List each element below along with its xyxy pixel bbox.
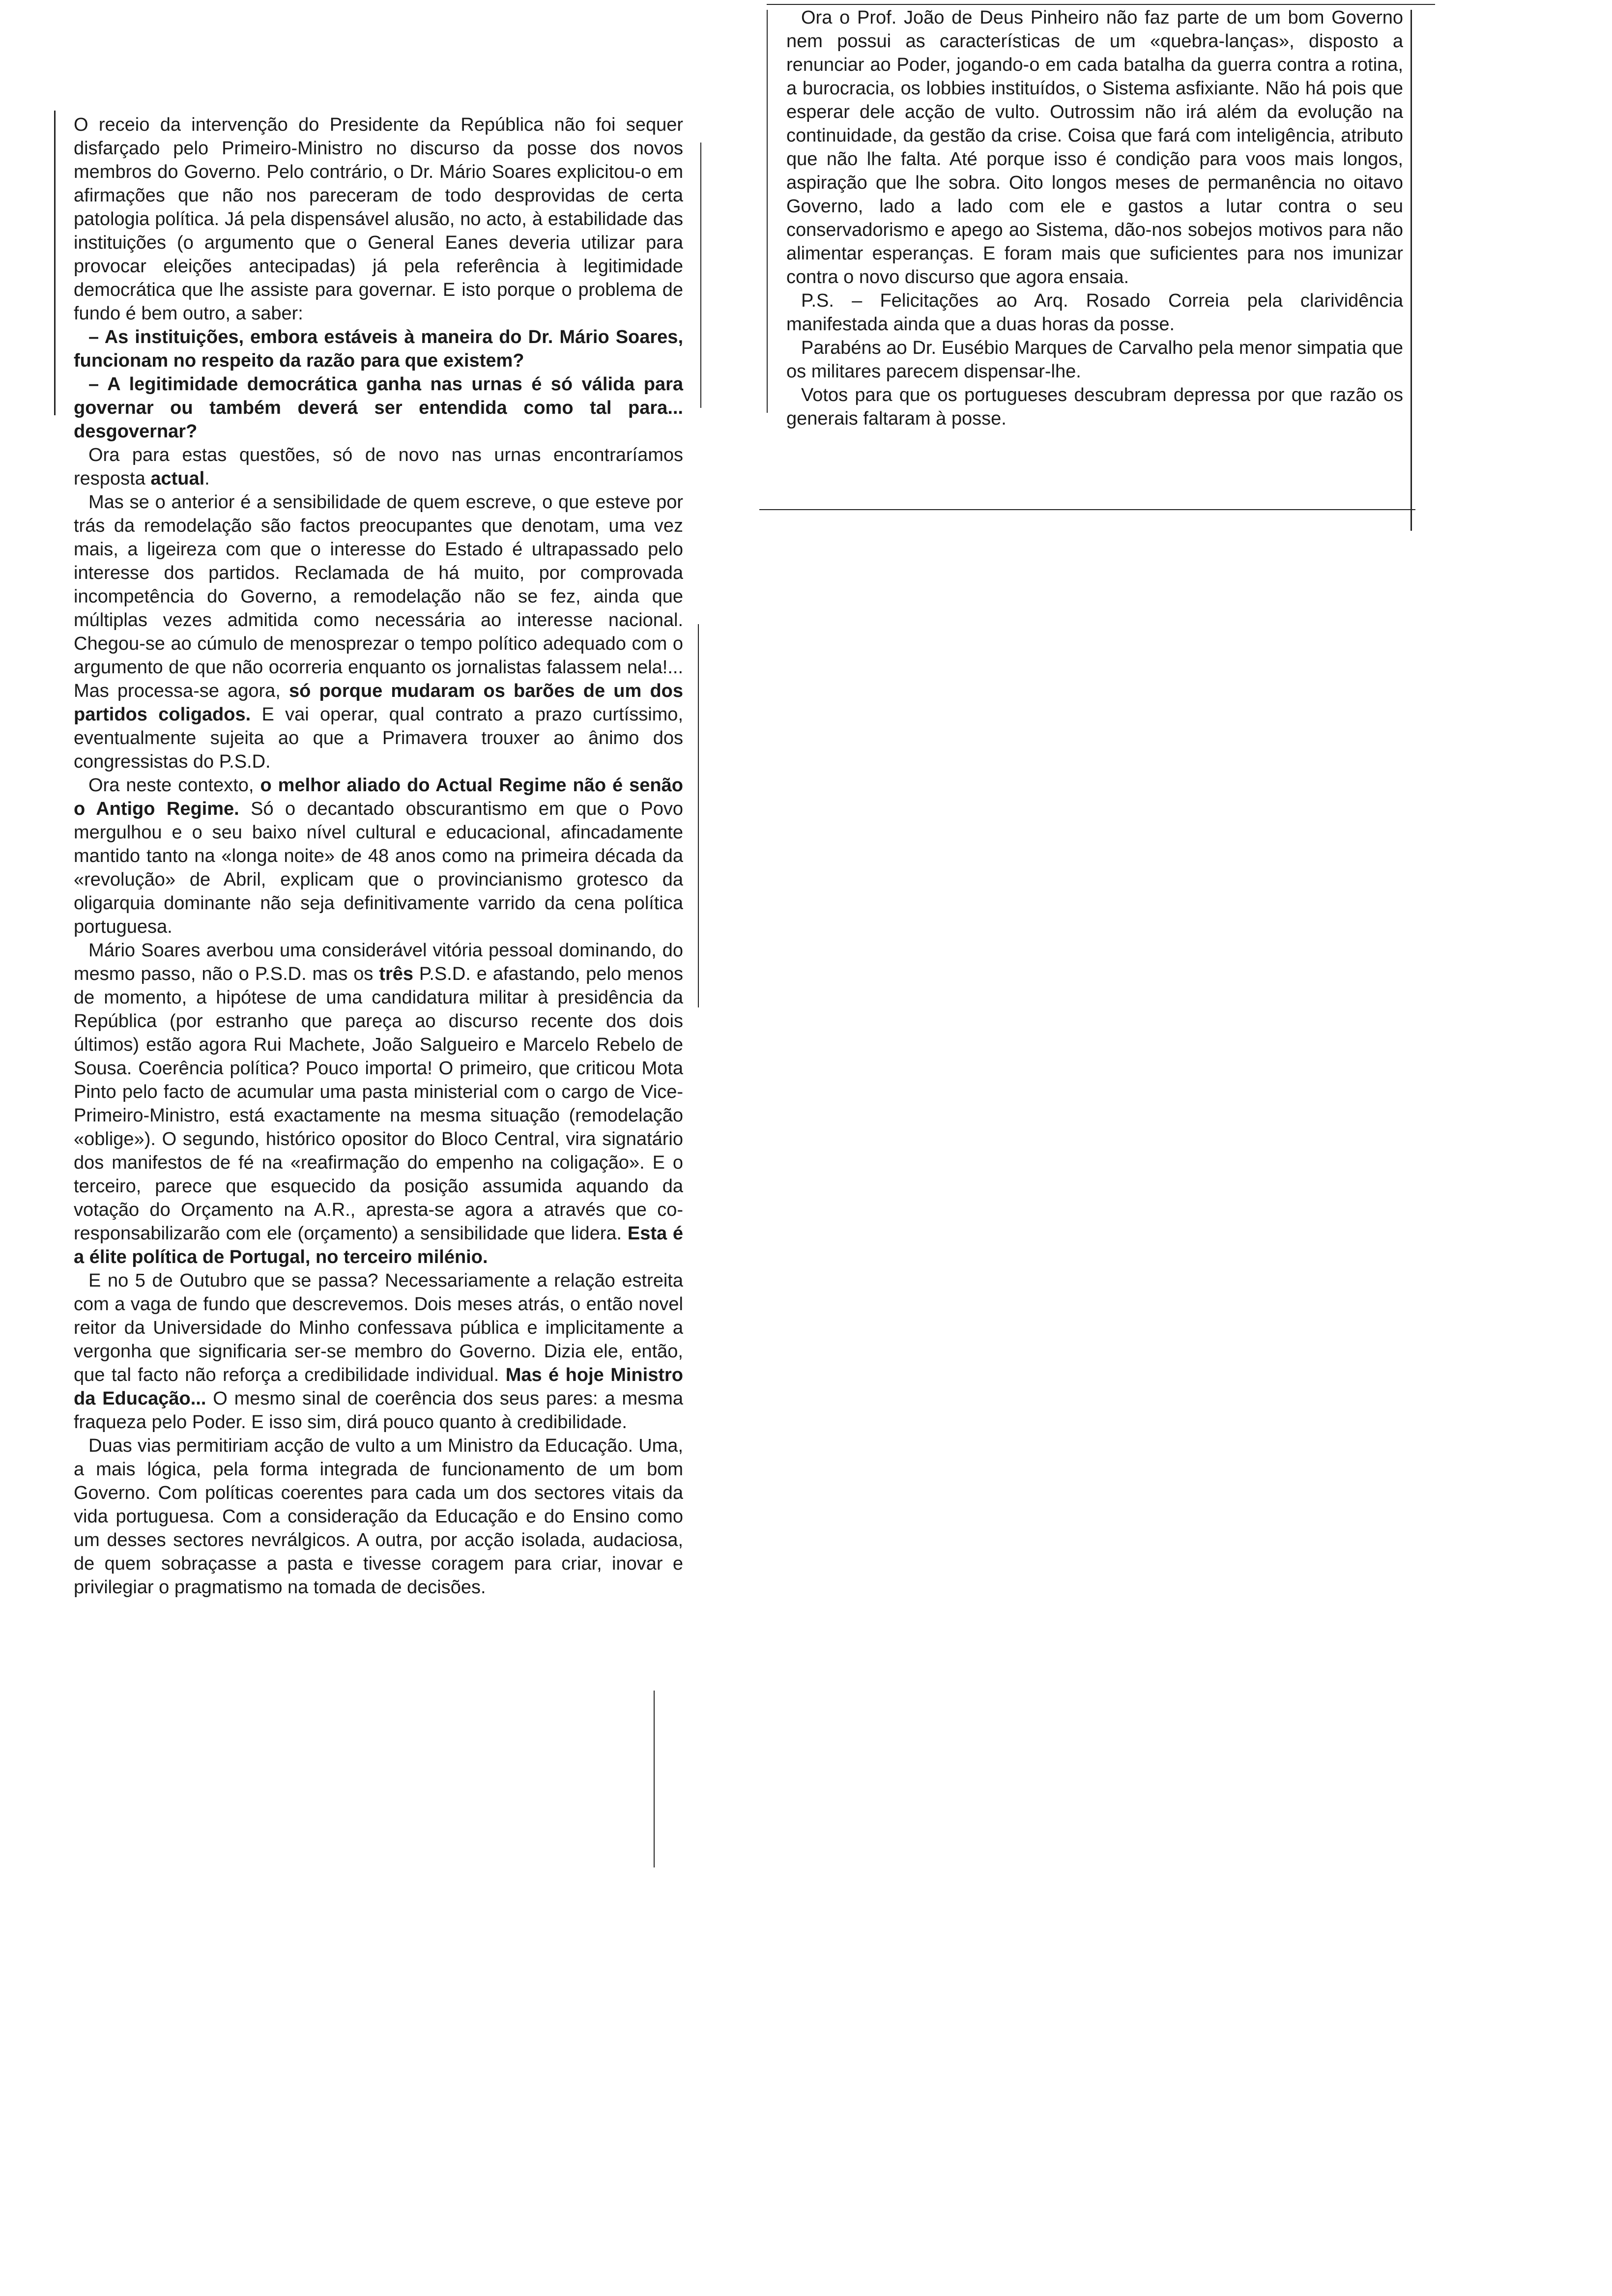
paragraph: E no 5 de Outubro que se passa? Necessariamente a relação estreita com a vaga de fundo que descrevemos. Dois meses atrás, o então novel reitor da Universidade do Minho confessava pública e implicitamente a vergonha que significaria ser-se membro do Governo. Dizia ele, então, que tal facto não reforça a credibilidade individual. Mas é hoje Ministro da Educação... O mesmo sinal de coerência dos seus pares: a mesma fraqueza pelo Poder. E isso sim, dirá pouco quanto à credibilidade. bbox=[74, 1270, 683, 1433]
paragraph: Mário Soares averbou uma considerável vitória pessoal dominando, do mesmo passo, não o P.S.D. mas os três P.S.D. e afastando, pelo menos de momento, a hipótese de uma candidatura militar à presidência da República (por estranho que pareça ao discurso recente dos dois últimos) estão agora Rui Machete, João Salgueiro e Marcelo Rebelo de Sousa. Coerência política? Pouco importa! O primeiro, que criticou Mota Pinto pelo facto de acumular uma pasta ministerial com o cargo de Vice-Primeiro-Ministro, está exactamente na mesma situação (remodelação «oblige»). O segundo, histórico opositor do Bloco Central, vira signatário dos manifestos de fé na «reafirmação do empenho na coligação». E o terceiro, parece que esquecido da posição assumida aquando da votação do Orçamento na A.R., apresta-se agora a através que co-responsabilizarão com ele (orçamento) a sensibilidade que lidera. Esta é a élite política de Portugal, no terceiro milénio. bbox=[74, 940, 683, 1267]
center-gutter-rule bbox=[700, 143, 701, 408]
right-text-column bbox=[786, 6, 1403, 430]
center-gutter-rule-lower bbox=[698, 624, 699, 1007]
paragraph: O receio da intervenção do Presidente da República não foi sequer disfarçado pelo Primeiro-Ministro no discurso da posse dos novos membros do Governo. Pelo contrário, o Dr. Mário Soares explicitou-o em afirmações que não nos pareceram de todo desprovidas de certa patologia política. Já pela dispensável alusão, no acto, à estabilidade das instituições (o argumento que o General Eanes deveria utilizar para provocar eleições antecipadas) já pela referência à legitimidade democrática que lhe assiste para governar. E isto porque o problema de fundo é bem outro, a saber: bbox=[74, 115, 683, 324]
center-gutter-rule-bottom bbox=[654, 1691, 655, 1867]
paragraph: Duas vias permitiriam acção de vulto a um Ministro da Educação. Uma, a mais lógica, pela forma integrada de funcionamento de um bom Governo. Com políticas coerentes para cada um dos sectores vitais da vida portuguesa. Com a consideração da Educação e do Ensino como um desses sectores nevrálgicos. A outra, por acção isolada, audaciosa, de quem sobraçasse a pasta e tivesse coragem para criar, inovar e privilegiar o pragmatismo na tomada de decisões. bbox=[74, 1435, 683, 1598]
right-column-left-rule bbox=[767, 10, 768, 413]
paragraph: Ora neste contexto, o melhor aliado do Actual Regime não é senão o Antigo Regime. Só o decantado obscurantismo em que o Povo mergulhou e o seu baixo nível cultural e educacional, afincadamente mantido tanto na «longa noite» de 48 anos como na primeira década da «revolução» de Abril, explicam que o provincianismo grotesco da oligarquia dominante não seja definitivamente varrido da cena política portuguesa. bbox=[74, 775, 683, 937]
postscript: P.S. – Felicitações ao Arq. Rosado Correia pela clarividência manifestada ainda que a duas horas da posse. bbox=[786, 290, 1403, 335]
right-column-bottom-rule bbox=[759, 509, 1415, 510]
paragraph: Mas se o anterior é a sensibilidade de quem escreve, o que esteve por trás da remodelação são factos preocupantes que denotam, uma vez mais, a ligeireza com que o interesse do Estado é ultrapassado pelo interesse dos partidos. Reclamada de há muito, por comprovada incompetência do Governo, a remodelação não se fez, ainda que múltiplas vezes admitida como necessária ao interesse nacional. Chegou-se ao cúmulo de menosprezar o tempo político adequado com o argumento de que não ocorreria enquanto os jornalistas falassem nela!... Mas processa-se agora, só porque mudaram os barões de um dos partidos coligados. E vai operar, qual contrato a prazo curtíssimo, eventualmente sujeita ao que a Primavera trouxer ao ânimo dos congressistas do P.S.D. bbox=[74, 492, 684, 772]
paragraph: Ora para estas questões, só de novo nas urnas encontraríamos resposta actual. bbox=[74, 445, 683, 489]
question-1: – As instituições, embora estáveis à maneira do Dr. Mário Soares, funcionam no respeito da razão para que existem? bbox=[74, 327, 683, 371]
top-rule bbox=[767, 4, 1435, 5]
paragraph: Ora o Prof. João de Deus Pinheiro não faz parte de um bom Governo nem possui as características de um «quebra-lanças», disposto a renunciar ao Poder, jogando-o em cada batalha da guerra contra a rotina, a burocracia, os lobbies instituídos, o Sistema asfixiante. Não há pois que esperar dele acção de vulto. Outrossim não irá além da evolução na continuidade, da gestão da crise. Coisa que fará com inteligência, atributo que não lhe falta. Até porque isso é condição para voos mais longos, aspiração que lhe sobra. Oito longos meses de permanência no oitavo Governo, lado a lado com ele e gastos a lutar contra o seu conservadorismo e apego ao Sistema, dão-nos sobejos motivos para não alimentar esperanças. E foram mais que suficientes para nos imunizar contra o novo discurso que agora ensaia. bbox=[786, 7, 1403, 287]
left-margin-rule bbox=[54, 111, 56, 415]
paragraph: Parabéns ao Dr. Eusébio Marques de Carvalho pela menor simpatia que os militares parecem dispensar-lhe. bbox=[786, 338, 1403, 382]
question-2: – A legitimidade democrática ganha nas urnas é só válida para governar ou também deverá ser entendida como tal para... desgovernar? bbox=[74, 374, 683, 442]
right-column-right-rule bbox=[1410, 10, 1412, 531]
paragraph: Votos para que os portugueses descubram depressa por que razão os generais faltaram à posse. bbox=[786, 385, 1403, 429]
left-text-column bbox=[74, 113, 683, 1599]
